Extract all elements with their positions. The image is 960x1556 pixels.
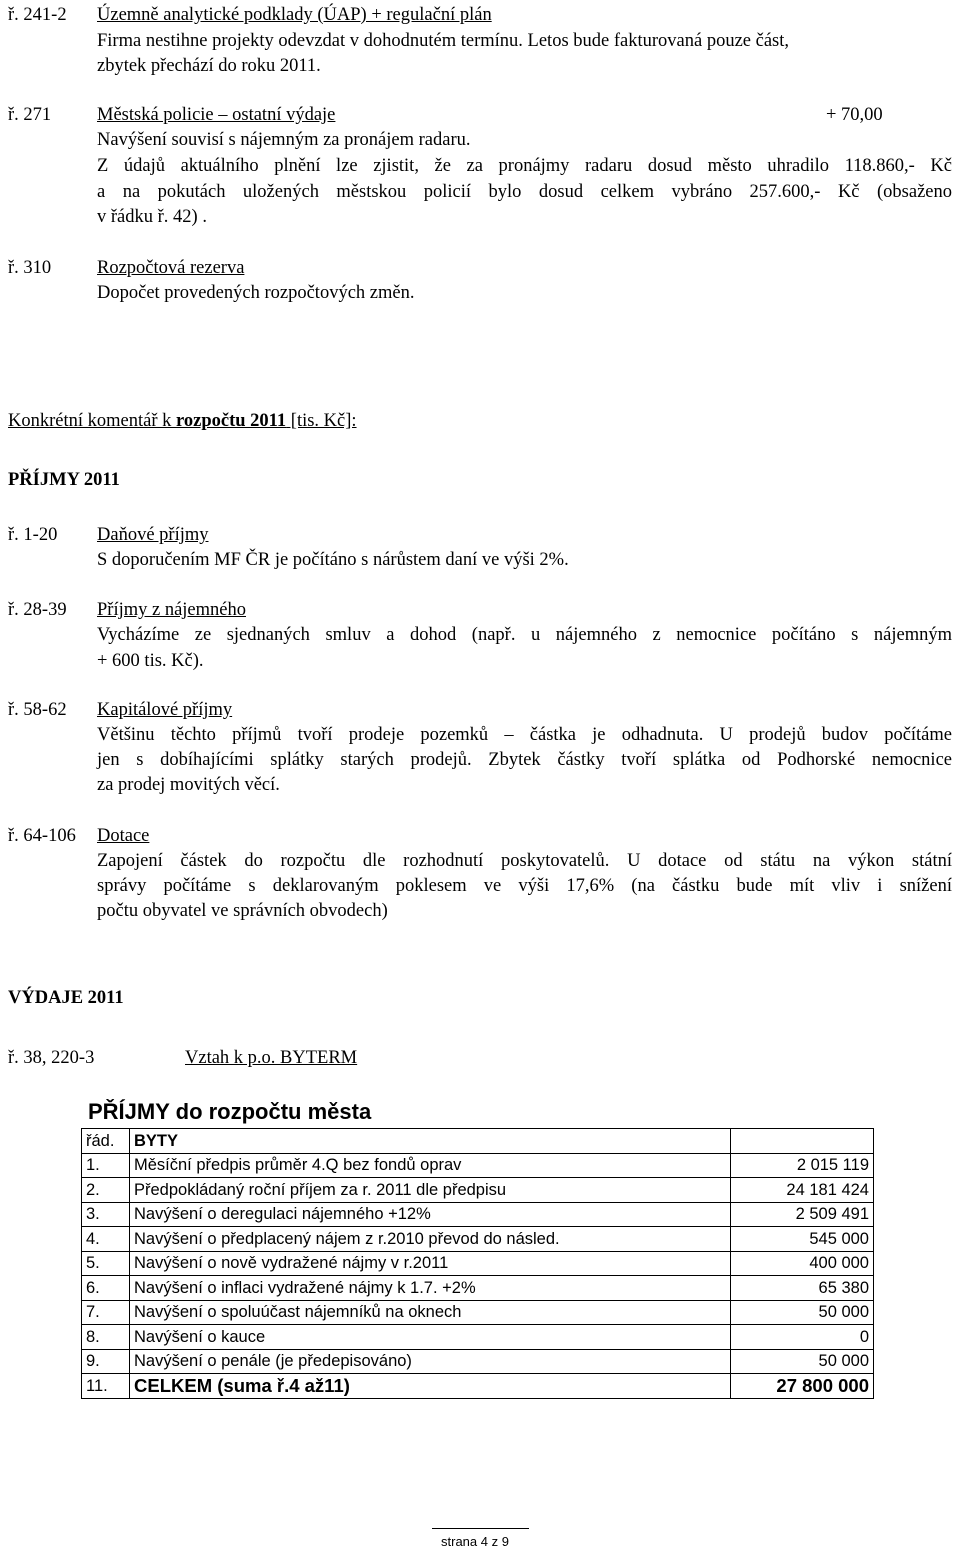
row-value: 2 015 119 <box>731 1153 874 1178</box>
dotace-text-line: správy počítáme s deklarovaným poklesem ve výši 17,6% (na částku bude mít vliv i snížení <box>97 876 952 896</box>
row-label: Navýšení o penále (je předepisováno) <box>130 1349 731 1374</box>
dotace-text-line: počtu obyvatel ve správních obvodech) <box>97 901 388 921</box>
table-row <box>82 1300 874 1325</box>
table-header-cell: řád. <box>82 1129 130 1154</box>
heading-kapitalove-prijmy: Kapitálové příjmy <box>97 700 233 720</box>
table-row <box>82 1349 874 1374</box>
table-header-cell: BYTY <box>130 1129 731 1154</box>
byty-table <box>81 1128 874 1399</box>
heading-vztah-byterm: Vztah k p.o. BYTERM <box>185 1048 358 1068</box>
row-label: Navýšení o nově vydražené nájmy v r.2011 <box>130 1251 731 1276</box>
row-label: Navýšení o předplacený nájem z r.2010 převod do násled. <box>130 1227 731 1252</box>
row-value: 50 000 <box>731 1349 874 1374</box>
table-row <box>82 1178 874 1203</box>
row-number: 8. <box>82 1325 130 1350</box>
row-number: 5. <box>82 1251 130 1276</box>
heading-rozpoctova-rezerva: Rozpočtová rezerva <box>97 258 245 278</box>
table-total-row <box>82 1374 874 1399</box>
heading-uap: Územně analytické podklady (ÚAP) + regulační plán <box>97 5 492 25</box>
row-value: 400 000 <box>731 1251 874 1276</box>
amount-value: + 70,00 <box>826 105 883 125</box>
kapitalove-text-line: jen s dobíhajícími splátky starých prodejů. Zbytek částky tvoří splátka od Podhorské nemocnice <box>97 750 952 770</box>
policie-text-line: Navýšení souvisí s nájemným za pronájem radaru. <box>97 130 471 150</box>
row-value: 0 <box>731 1325 874 1350</box>
row-label: Předpokládaný roční příjem za r. 2011 dle předpisu <box>130 1178 731 1203</box>
najemne-text-line: + 600 tis. Kč). <box>97 651 204 671</box>
comment-post: [tis. Kč]: <box>286 411 357 431</box>
row-number: 6. <box>82 1276 130 1301</box>
total-value: 27 800 000 <box>731 1374 874 1399</box>
heading-prijmy-z-najemneho: Příjmy z nájemného <box>97 600 246 620</box>
row-number: 1. <box>82 1153 130 1178</box>
policie-text-line: a na pokutách uložených městskou policií bylo dosud celkem vybráno 257.600,- Kč (obsaženo <box>97 182 952 202</box>
heading-danove-prijmy: Daňové příjmy <box>97 525 209 545</box>
uap-text-line: zbytek přechází do roku 2011. <box>97 56 321 76</box>
row-number: 3. <box>82 1202 130 1227</box>
row-value: 2 509 491 <box>731 1202 874 1227</box>
row-number: 2. <box>82 1178 130 1203</box>
ref-1-20: ř. 1-20 <box>8 525 58 545</box>
table-title: PŘÍJMY do rozpočtu města <box>88 1099 372 1124</box>
table-header-row <box>82 1129 874 1154</box>
dotace-text-line: Zapojení částek do rozpočtu dle rozhodnutí poskytovatelů. U dotace od státu na výkon státní <box>97 851 952 871</box>
ref-38-220-3: ř. 38, 220-3 <box>8 1048 95 1068</box>
table-row <box>82 1276 874 1301</box>
ref-241-2: ř. 241-2 <box>8 5 67 25</box>
table-header-cell <box>731 1129 874 1154</box>
policie-text-line: Z údajů aktuálního plnění lze zjistit, že za pronájmy radaru dosud město uhradilo 118.860,- Kč <box>97 156 952 176</box>
row-label: Navýšení o kauce <box>130 1325 731 1350</box>
row-number: 4. <box>82 1227 130 1252</box>
table-row <box>82 1153 874 1178</box>
ref-58-62: ř. 58-62 <box>8 700 67 720</box>
kapitalove-text-line: za prodej movitých věcí. <box>97 775 280 795</box>
heading-mestska-policie: Městská policie – ostatní výdaje <box>97 105 336 125</box>
vydaje-heading: VÝDAJE 2011 <box>8 988 124 1008</box>
total-number: 11. <box>82 1374 130 1399</box>
table-row <box>82 1227 874 1252</box>
comment-pre: Konkrétní komentář k <box>8 411 176 431</box>
ref-64-106: ř. 64-106 <box>8 826 76 846</box>
row-label: Navýšení o inflaci vydražené nájmy k 1.7. +2% <box>130 1276 731 1301</box>
row-label: Měsíční předpis průměr 4.Q bez fondů oprav <box>130 1153 731 1178</box>
row-number: 9. <box>82 1349 130 1374</box>
rezerva-text-line: Dopočet provedených rozpočtových změn. <box>97 283 415 303</box>
ref-28-39: ř. 28-39 <box>8 600 67 620</box>
ref-271: ř. 271 <box>8 105 52 125</box>
table-row <box>82 1251 874 1276</box>
table-row <box>82 1202 874 1227</box>
danove-text-line: S doporučením MF ČR je počítáno s nárůstem daní ve výši 2%. <box>97 550 569 570</box>
table-row <box>82 1325 874 1350</box>
row-value: 24 181 424 <box>731 1178 874 1203</box>
ref-310: ř. 310 <box>8 258 52 278</box>
row-value: 50 000 <box>731 1300 874 1325</box>
heading-dotace: Dotace <box>97 826 150 846</box>
row-label: Navýšení o deregulaci nájemného +12% <box>130 1202 731 1227</box>
row-value: 65 380 <box>731 1276 874 1301</box>
total-label: CELKEM (suma ř.4 až11) <box>130 1374 731 1399</box>
row-label: Navýšení o spoluúčast nájemníků na oknech <box>130 1300 731 1325</box>
footer-divider <box>432 1528 529 1529</box>
kapitalove-text-line: Většinu těchto příjmů tvoří prodeje pozemků – částka je odhadnuta. U prodejů budov počítáme <box>97 725 952 745</box>
najemne-text-line: Vycházíme ze sjednaných smluv a dohod (např. u nájemného z nemocnice počítáno s nájemným <box>97 625 952 645</box>
comment-bold: rozpočtu 2011 <box>176 411 287 431</box>
uap-text-line: Firma nestihne projekty odevzdat v dohodnutém termínu. Letos bude fakturovaná pouze část, <box>97 31 790 51</box>
row-value: 545 000 <box>731 1227 874 1252</box>
policie-text-line: v řádku ř. 42) . <box>97 207 207 227</box>
prijmy-heading: PŘÍJMY 2011 <box>8 470 120 490</box>
comment-heading <box>8 409 357 433</box>
row-number: 7. <box>82 1300 130 1325</box>
page-number: strana 4 z 9 <box>441 1534 509 1549</box>
